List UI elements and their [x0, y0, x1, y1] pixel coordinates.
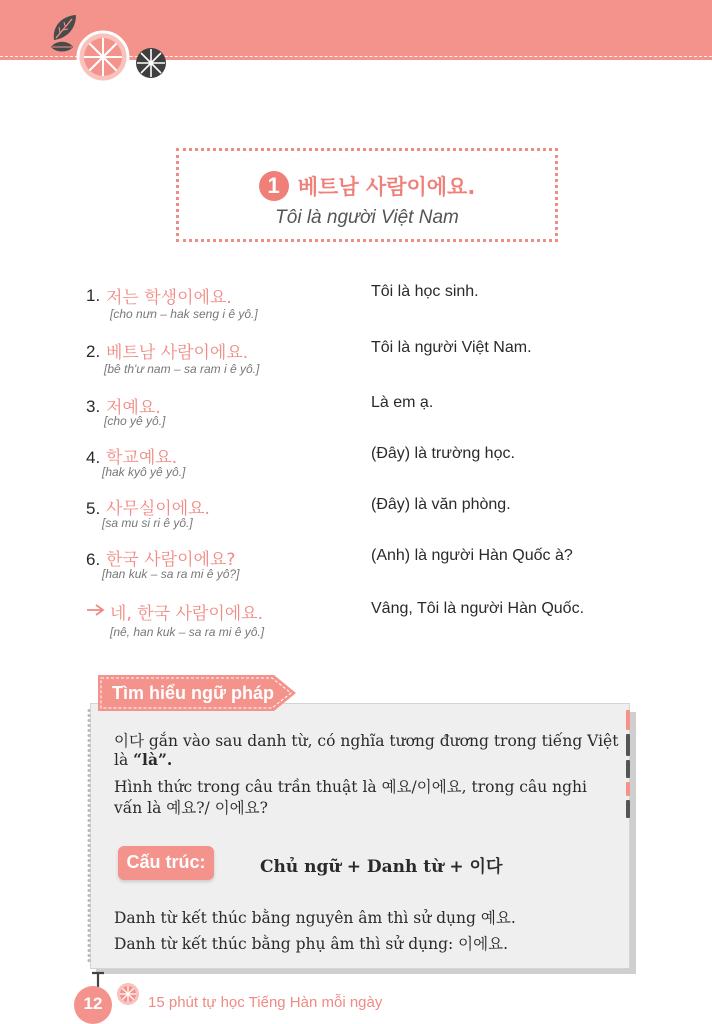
leaf-small-icon	[50, 40, 74, 54]
lesson-title-korean: 베트남 사람이에요.	[297, 175, 476, 199]
grammar-rule-2: Danh từ kết thúc bằng phụ âm thì sử dụng: 이에요.	[114, 935, 509, 953]
grammar-line-2	[114, 750, 172, 769]
lesson-title-vietnamese: Tôi là người Việt Nam	[275, 207, 459, 228]
lesson-title-row	[179, 171, 555, 201]
example-translation: Tôi là học sinh.	[371, 283, 479, 300]
example-number: 3.	[86, 397, 101, 416]
grammar-tag-label: Tìm hiểu ngữ pháp	[112, 683, 275, 703]
example-korean: 저예요.	[106, 398, 161, 418]
notebook-tab	[626, 800, 630, 818]
notebook-spiral	[84, 708, 94, 964]
example-translation: (Đây) là văn phòng.	[371, 496, 511, 513]
example-romanization: [hak kyô yê yô.]	[102, 465, 186, 479]
example-romanization: [cho yê yô.]	[104, 414, 166, 428]
grammar-line-2-prefix: là	[114, 751, 134, 769]
book-title: 15 phút tự học Tiếng Hàn mỗi ngày	[148, 994, 383, 1011]
example-korean: 사무실이에요.	[106, 499, 210, 519]
page-number: 12	[83, 994, 103, 1013]
structure-formula: Chủ ngữ + Danh từ + 이다	[260, 857, 503, 877]
example-translation: Tôi là người Việt Nam.	[371, 339, 532, 356]
example-number: 1.	[86, 286, 101, 305]
example-romanization: [han kuk – sa ra mi ê yô?]	[102, 567, 240, 581]
dark-citrus-icon	[134, 46, 168, 80]
grammar-line-4: vấn là 예요?/ 이에요?	[114, 799, 268, 817]
example-korean: 한국 사람이에요?	[106, 550, 236, 570]
example-korean: 네, 한국 사람이에요.	[110, 604, 263, 624]
example-number: 5.	[86, 499, 101, 518]
arrow-right-icon	[86, 604, 106, 616]
structure-badge	[118, 846, 214, 880]
example-translation: (Anh) là người Hàn Quốc à?	[371, 547, 573, 564]
grammar-line-1: 이다 gắn vào sau danh từ, có nghĩa tương đương trong tiếng Việt	[114, 732, 619, 750]
notebook-tab	[626, 710, 630, 730]
notebook-tab	[626, 734, 630, 756]
example-number: 2.	[86, 342, 101, 361]
example-translation: Vâng, Tôi là người Hàn Quốc.	[371, 600, 585, 617]
grammar-line-3: Hình thức trong câu trần thuật là 예요/이에요, trong câu nghi	[114, 778, 587, 796]
structure-label: Cấu trúc:	[126, 852, 206, 872]
example-korean: 학교예요.	[106, 448, 178, 468]
example-translation: (Đây) là trường học.	[371, 445, 515, 462]
citrus-slice-icon	[76, 30, 130, 84]
grammar-rule-1: Danh từ kết thúc bằng nguyên âm thì sử dụng 예요.	[114, 909, 516, 927]
example-number: 6.	[86, 550, 101, 569]
example-romanization: [bê th'ư nam – sa ram i ê yô.]	[104, 362, 260, 376]
example-romanization: [cho nưn – hak seng i ê yô.]	[110, 307, 258, 321]
example-romanization: [nê, han kuk – sa ra mi ê yô.]	[110, 625, 265, 639]
example-korean: 베트남 사람이에요.	[106, 343, 249, 363]
example-korean: 저는 학생이에요.	[106, 288, 232, 308]
notebook-tab	[626, 760, 630, 778]
example-translation: Là em ạ.	[371, 394, 434, 411]
notebook-tab	[626, 782, 630, 796]
lesson-number: 1	[259, 171, 289, 201]
example-romanization: [sa mu si ri ê yô.]	[102, 516, 193, 530]
citrus-small-icon	[116, 982, 140, 1006]
lesson-title-box	[176, 148, 558, 242]
example-number: 4.	[86, 448, 101, 467]
grammar-line-2-bold: “là”.	[133, 750, 173, 769]
